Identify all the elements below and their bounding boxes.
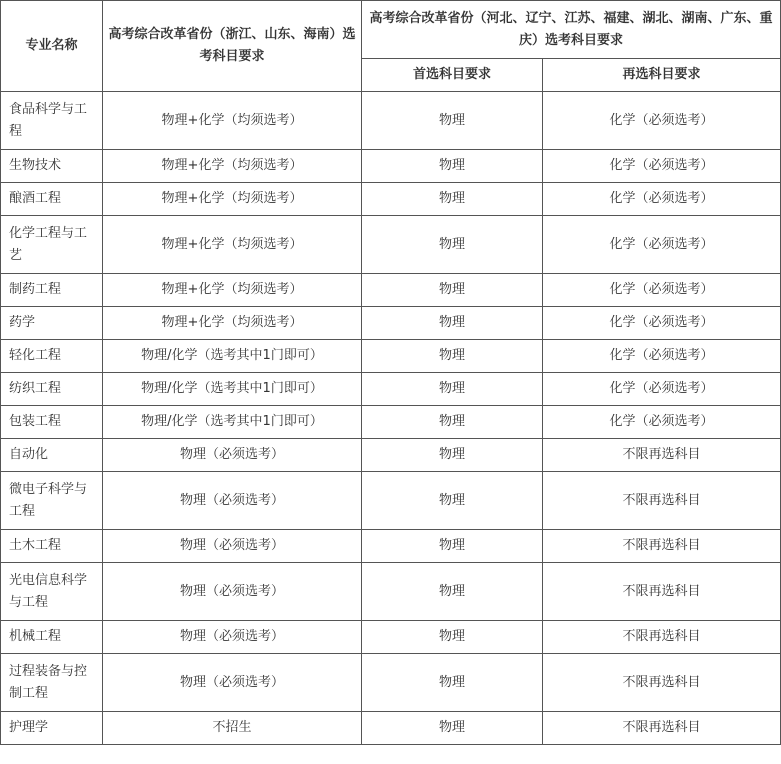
table-row	[1, 150, 781, 183]
group1-requirement-cell: 物理（必须选考）	[103, 472, 362, 530]
table-row	[1, 621, 781, 654]
table-row	[1, 373, 781, 406]
major-name-cell: 食品科学与工程	[1, 92, 103, 150]
group1-requirement-cell: 物理+化学（均须选考）	[103, 183, 362, 216]
first-choice-cell: 物理	[362, 274, 543, 307]
group1-requirement-cell: 物理（必须选考）	[103, 530, 362, 563]
major-name-cell: 自动化	[1, 439, 103, 472]
table-row	[1, 406, 781, 439]
major-name-cell: 包装工程	[1, 406, 103, 439]
major-name-cell: 光电信息科学与工程	[1, 563, 103, 621]
first-choice-cell: 物理	[362, 712, 543, 745]
major-name-cell: 护理学	[1, 712, 103, 745]
group1-requirement-cell: 物理（必须选考）	[103, 654, 362, 712]
header-group2-requirements: 高考综合改革省份（河北、辽宁、江苏、福建、湖北、湖南、广东、重庆）选考科目要求	[362, 1, 781, 59]
group1-requirement-cell: 物理+化学（均须选考）	[103, 307, 362, 340]
group1-requirement-cell: 物理/化学（选考其中1门即可）	[103, 340, 362, 373]
table-row	[1, 530, 781, 563]
first-choice-cell: 物理	[362, 307, 543, 340]
first-choice-cell: 物理	[362, 406, 543, 439]
second-choice-cell: 化学（必须选考）	[543, 373, 781, 406]
header-group1-requirements: 高考综合改革省份（浙江、山东、海南）选考科目要求	[103, 1, 362, 92]
table-row	[1, 183, 781, 216]
major-name-cell: 过程装备与控制工程	[1, 654, 103, 712]
major-name-cell: 轻化工程	[1, 340, 103, 373]
first-choice-cell: 物理	[362, 92, 543, 150]
group1-requirement-cell: 物理+化学（均须选考）	[103, 92, 362, 150]
table-row	[1, 92, 781, 150]
second-choice-cell: 化学（必须选考）	[543, 307, 781, 340]
table-row	[1, 307, 781, 340]
group1-requirement-cell: 物理+化学（均须选考）	[103, 216, 362, 274]
second-choice-cell: 化学（必须选考）	[543, 340, 781, 373]
first-choice-cell: 物理	[362, 530, 543, 563]
second-choice-cell: 不限再选科目	[543, 712, 781, 745]
major-name-cell: 制药工程	[1, 274, 103, 307]
second-choice-cell: 化学（必须选考）	[543, 274, 781, 307]
major-name-cell: 土木工程	[1, 530, 103, 563]
major-name-cell: 纺织工程	[1, 373, 103, 406]
table-row	[1, 274, 781, 307]
major-name-cell: 化学工程与工艺	[1, 216, 103, 274]
table-row	[1, 654, 781, 712]
first-choice-cell: 物理	[362, 654, 543, 712]
first-choice-cell: 物理	[362, 472, 543, 530]
second-choice-cell: 化学（必须选考）	[543, 150, 781, 183]
group1-requirement-cell: 物理（必须选考）	[103, 439, 362, 472]
second-choice-cell: 化学（必须选考）	[543, 216, 781, 274]
table-row	[1, 439, 781, 472]
first-choice-cell: 物理	[362, 621, 543, 654]
second-choice-cell: 不限再选科目	[543, 530, 781, 563]
group1-requirement-cell: 物理/化学（选考其中1门即可）	[103, 373, 362, 406]
first-choice-cell: 物理	[362, 563, 543, 621]
table-row	[1, 472, 781, 530]
header-first-choice: 首选科目要求	[362, 59, 543, 92]
second-choice-cell: 化学（必须选考）	[543, 183, 781, 216]
table-row	[1, 712, 781, 745]
table-row	[1, 340, 781, 373]
second-choice-cell: 不限再选科目	[543, 472, 781, 530]
first-choice-cell: 物理	[362, 373, 543, 406]
major-name-cell: 微电子科学与工程	[1, 472, 103, 530]
second-choice-cell: 不限再选科目	[543, 439, 781, 472]
major-name-cell: 生物技术	[1, 150, 103, 183]
group1-requirement-cell: 不招生	[103, 712, 362, 745]
header-major-name: 专业名称	[1, 1, 103, 92]
group1-requirement-cell: 物理（必须选考）	[103, 563, 362, 621]
group1-requirement-cell: 物理（必须选考）	[103, 621, 362, 654]
header-second-choice: 再选科目要求	[543, 59, 781, 92]
major-name-cell: 酿酒工程	[1, 183, 103, 216]
first-choice-cell: 物理	[362, 183, 543, 216]
group1-requirement-cell: 物理+化学（均须选考）	[103, 150, 362, 183]
major-name-cell: 药学	[1, 307, 103, 340]
second-choice-cell: 不限再选科目	[543, 563, 781, 621]
group1-requirement-cell: 物理/化学（选考其中1门即可）	[103, 406, 362, 439]
first-choice-cell: 物理	[362, 216, 543, 274]
table-row	[1, 563, 781, 621]
second-choice-cell: 不限再选科目	[543, 654, 781, 712]
first-choice-cell: 物理	[362, 340, 543, 373]
header-row	[1, 1, 781, 59]
first-choice-cell: 物理	[362, 150, 543, 183]
group1-requirement-cell: 物理+化学（均须选考）	[103, 274, 362, 307]
second-choice-cell: 化学（必须选考）	[543, 92, 781, 150]
major-name-cell: 机械工程	[1, 621, 103, 654]
table-row	[1, 216, 781, 274]
second-choice-cell: 不限再选科目	[543, 621, 781, 654]
first-choice-cell: 物理	[362, 439, 543, 472]
second-choice-cell: 化学（必须选考）	[543, 406, 781, 439]
